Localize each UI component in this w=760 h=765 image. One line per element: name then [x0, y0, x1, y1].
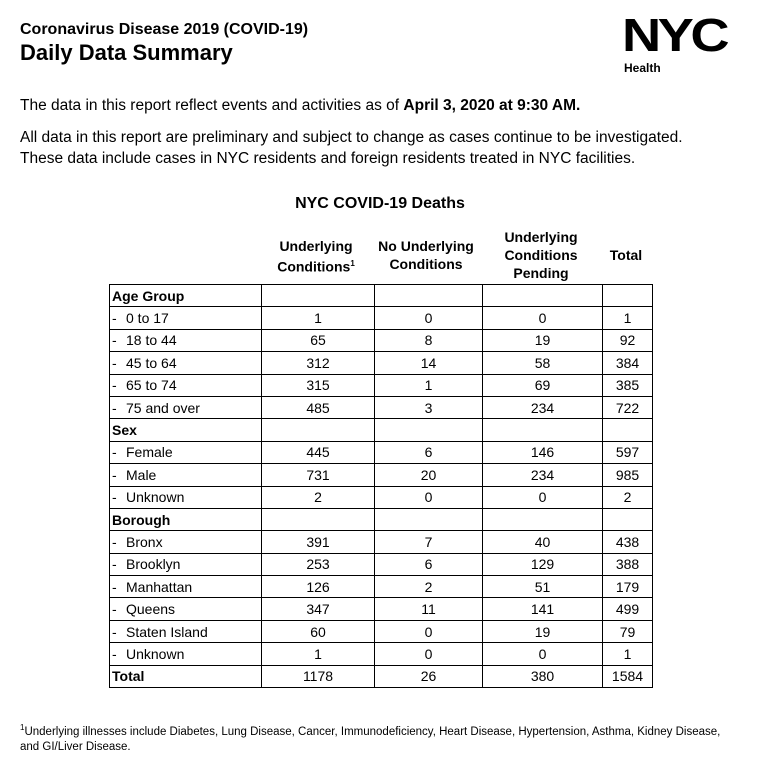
table-row: [110, 441, 653, 463]
value-cell: 597: [603, 441, 653, 463]
value-cell: 0: [375, 486, 483, 508]
col-header-pending: Underlying Conditions Pending: [504, 229, 578, 281]
value-cell: 0: [483, 486, 603, 508]
row-label: [110, 486, 262, 508]
row-dash: -: [112, 489, 117, 506]
row-label: [110, 643, 262, 665]
row-label-text: Male: [126, 466, 157, 483]
row-dash: -: [112, 623, 117, 640]
section-label: Age Group: [110, 285, 262, 307]
nyc-health-logo: [622, 9, 742, 77]
row-dash: -: [112, 645, 117, 662]
row-label-text: Queens: [126, 601, 176, 618]
row-label: [110, 374, 262, 396]
value-cell: 485: [262, 396, 375, 418]
value-cell: 6: [375, 441, 483, 463]
table-row: [110, 531, 653, 553]
row-label-text: Unknown: [126, 489, 185, 506]
table-row: [110, 352, 653, 374]
table-row: [110, 374, 653, 396]
table-row: [110, 464, 653, 486]
row-label-text: Unknown: [126, 645, 185, 662]
row-dash: -: [112, 601, 117, 618]
value-cell: 126: [262, 576, 375, 598]
empty-cell: [375, 419, 483, 441]
value-cell: 51: [483, 576, 603, 598]
row-dash: -: [112, 444, 117, 461]
value-cell: 58: [483, 352, 603, 374]
value-cell: 253: [262, 553, 375, 575]
table-row: [110, 598, 653, 620]
value-cell: 312: [262, 352, 375, 374]
report-date-prefix: The data in this report reflect events and activities as of: [20, 97, 400, 114]
empty-cell: [262, 419, 375, 441]
table-row: [110, 396, 653, 418]
deaths-table: [109, 284, 653, 688]
row-dash: -: [112, 354, 117, 371]
value-cell: 347: [262, 598, 375, 620]
row-label: [110, 620, 262, 642]
row-label-text: 18 to 44: [126, 332, 177, 349]
row-label: [110, 598, 262, 620]
value-cell: 2: [375, 576, 483, 598]
row-dash: -: [112, 578, 117, 595]
row-label: [110, 307, 262, 329]
row-label-text: 45 to 64: [126, 354, 177, 371]
value-cell: 499: [603, 598, 653, 620]
table-row: [110, 620, 653, 642]
table-row: [110, 576, 653, 598]
row-label: [110, 329, 262, 351]
value-cell: 6: [375, 553, 483, 575]
value-cell: 722: [603, 396, 653, 418]
row-label: [110, 576, 262, 598]
row-dash: -: [112, 332, 117, 349]
value-cell: 380: [483, 665, 603, 687]
row-label: [110, 441, 262, 463]
value-cell: 7: [375, 531, 483, 553]
value-cell: 985: [603, 464, 653, 486]
row-label-text: Female: [126, 444, 173, 461]
footnote: $^1$Underlying illnesses include Diabetes, Lung Disease, Cancer, Immunodeficiency, Heart Disease, Hypertension, Asthma, Kidney Disease, and GI/Liver Disease.: [20, 723, 721, 753]
empty-cell: [603, 419, 653, 441]
table-row: [110, 553, 653, 575]
empty-cell: [375, 508, 483, 530]
empty-cell: [483, 508, 603, 530]
empty-cell: [603, 285, 653, 307]
value-cell: 69: [483, 374, 603, 396]
table-row: [110, 643, 653, 665]
row-label-text: Manhattan: [126, 578, 193, 595]
value-cell: 438: [603, 531, 653, 553]
row-label: [110, 352, 262, 374]
value-cell: 11: [375, 598, 483, 620]
value-cell: 1: [262, 307, 375, 329]
row-label-text: Total: [112, 668, 145, 685]
value-cell: 146: [483, 441, 603, 463]
total-row: [110, 665, 653, 687]
col-header-no-underlying: No Underlying Conditions: [378, 238, 474, 272]
row-label-text: 0 to 17: [126, 310, 169, 327]
value-cell: 2: [262, 486, 375, 508]
value-cell: 179: [603, 576, 653, 598]
col-header-underlying: Underlying Conditions$^1$: [277, 238, 355, 275]
report-title: Daily Data Summary: [20, 40, 233, 65]
value-cell: 388: [603, 553, 653, 575]
value-cell: 0: [483, 643, 603, 665]
value-cell: 3: [375, 396, 483, 418]
table-row: [110, 307, 653, 329]
report-subtitle: Coronavirus Disease 2019 (COVID-19): [20, 21, 309, 38]
value-cell: 391: [262, 531, 375, 553]
value-cell: 445: [262, 441, 375, 463]
value-cell: 1178: [262, 665, 375, 687]
table-row: [110, 486, 653, 508]
value-cell: 1: [375, 374, 483, 396]
report-disclaimer: [20, 127, 750, 169]
row-label-text: 75 and over: [126, 399, 200, 416]
value-cell: 40: [483, 531, 603, 553]
value-cell: 1: [262, 643, 375, 665]
empty-cell: [603, 508, 653, 530]
value-cell: 2: [603, 486, 653, 508]
table-title: NYC COVID-19 Deaths: [295, 195, 465, 212]
row-dash: -: [112, 556, 117, 573]
value-cell: 315: [262, 374, 375, 396]
row-label: [110, 464, 262, 486]
value-cell: 0: [375, 307, 483, 329]
value-cell: 234: [483, 464, 603, 486]
value-cell: 79: [603, 620, 653, 642]
row-label: [110, 531, 262, 553]
value-cell: 234: [483, 396, 603, 418]
value-cell: 0: [483, 307, 603, 329]
value-cell: 20: [375, 464, 483, 486]
empty-cell: [262, 508, 375, 530]
row-label: [110, 553, 262, 575]
report-date: April 3, 2020 at 9:30 AM.: [403, 97, 581, 114]
value-cell: 19: [483, 620, 603, 642]
nyc-logo-health: Health: [624, 61, 661, 75]
section-label: Sex: [110, 419, 262, 441]
empty-cell: [483, 285, 603, 307]
section-header-row: [110, 419, 653, 441]
disclaimer-line-1: All data in this report are preliminary and subject to change as cases continue to be investigated.: [20, 129, 683, 146]
value-cell: 14: [375, 352, 483, 374]
value-cell: 141: [483, 598, 603, 620]
empty-cell: [375, 285, 483, 307]
row-dash: -: [112, 533, 117, 550]
row-label-text: 65 to 74: [126, 377, 177, 394]
value-cell: 8: [375, 329, 483, 351]
row-label: [110, 665, 262, 687]
row-dash: -: [112, 377, 117, 394]
value-cell: 26: [375, 665, 483, 687]
row-label-text: Brooklyn: [126, 556, 181, 573]
value-cell: 65: [262, 329, 375, 351]
empty-cell: [262, 285, 375, 307]
value-cell: 60: [262, 620, 375, 642]
value-cell: 384: [603, 352, 653, 374]
col-header-total: Total: [609, 247, 643, 263]
nyc-logo-mark: NYC: [622, 9, 726, 61]
value-cell: 0: [375, 620, 483, 642]
value-cell: 1: [603, 643, 653, 665]
value-cell: 92: [603, 329, 653, 351]
value-cell: 731: [262, 464, 375, 486]
value-cell: 1: [603, 307, 653, 329]
section-header-row: [110, 508, 653, 530]
section-header-row: [110, 285, 653, 307]
value-cell: 19: [483, 329, 603, 351]
value-cell: 1584: [603, 665, 653, 687]
row-label-text: Staten Island: [126, 623, 208, 640]
empty-cell: [483, 419, 603, 441]
row-dash: -: [112, 399, 117, 416]
row-label: [110, 396, 262, 418]
row-dash: -: [112, 466, 117, 483]
value-cell: 0: [375, 643, 483, 665]
disclaimer-line-2: These data include cases in NYC residents and foreign residents treated in NYC facilities.: [20, 150, 636, 167]
value-cell: 385: [603, 374, 653, 396]
value-cell: 129: [483, 553, 603, 575]
report-date-line: [20, 97, 580, 115]
table-row: [110, 329, 653, 351]
row-label-text: Bronx: [126, 533, 163, 550]
section-label: Borough: [110, 508, 262, 530]
row-dash: -: [112, 310, 117, 327]
